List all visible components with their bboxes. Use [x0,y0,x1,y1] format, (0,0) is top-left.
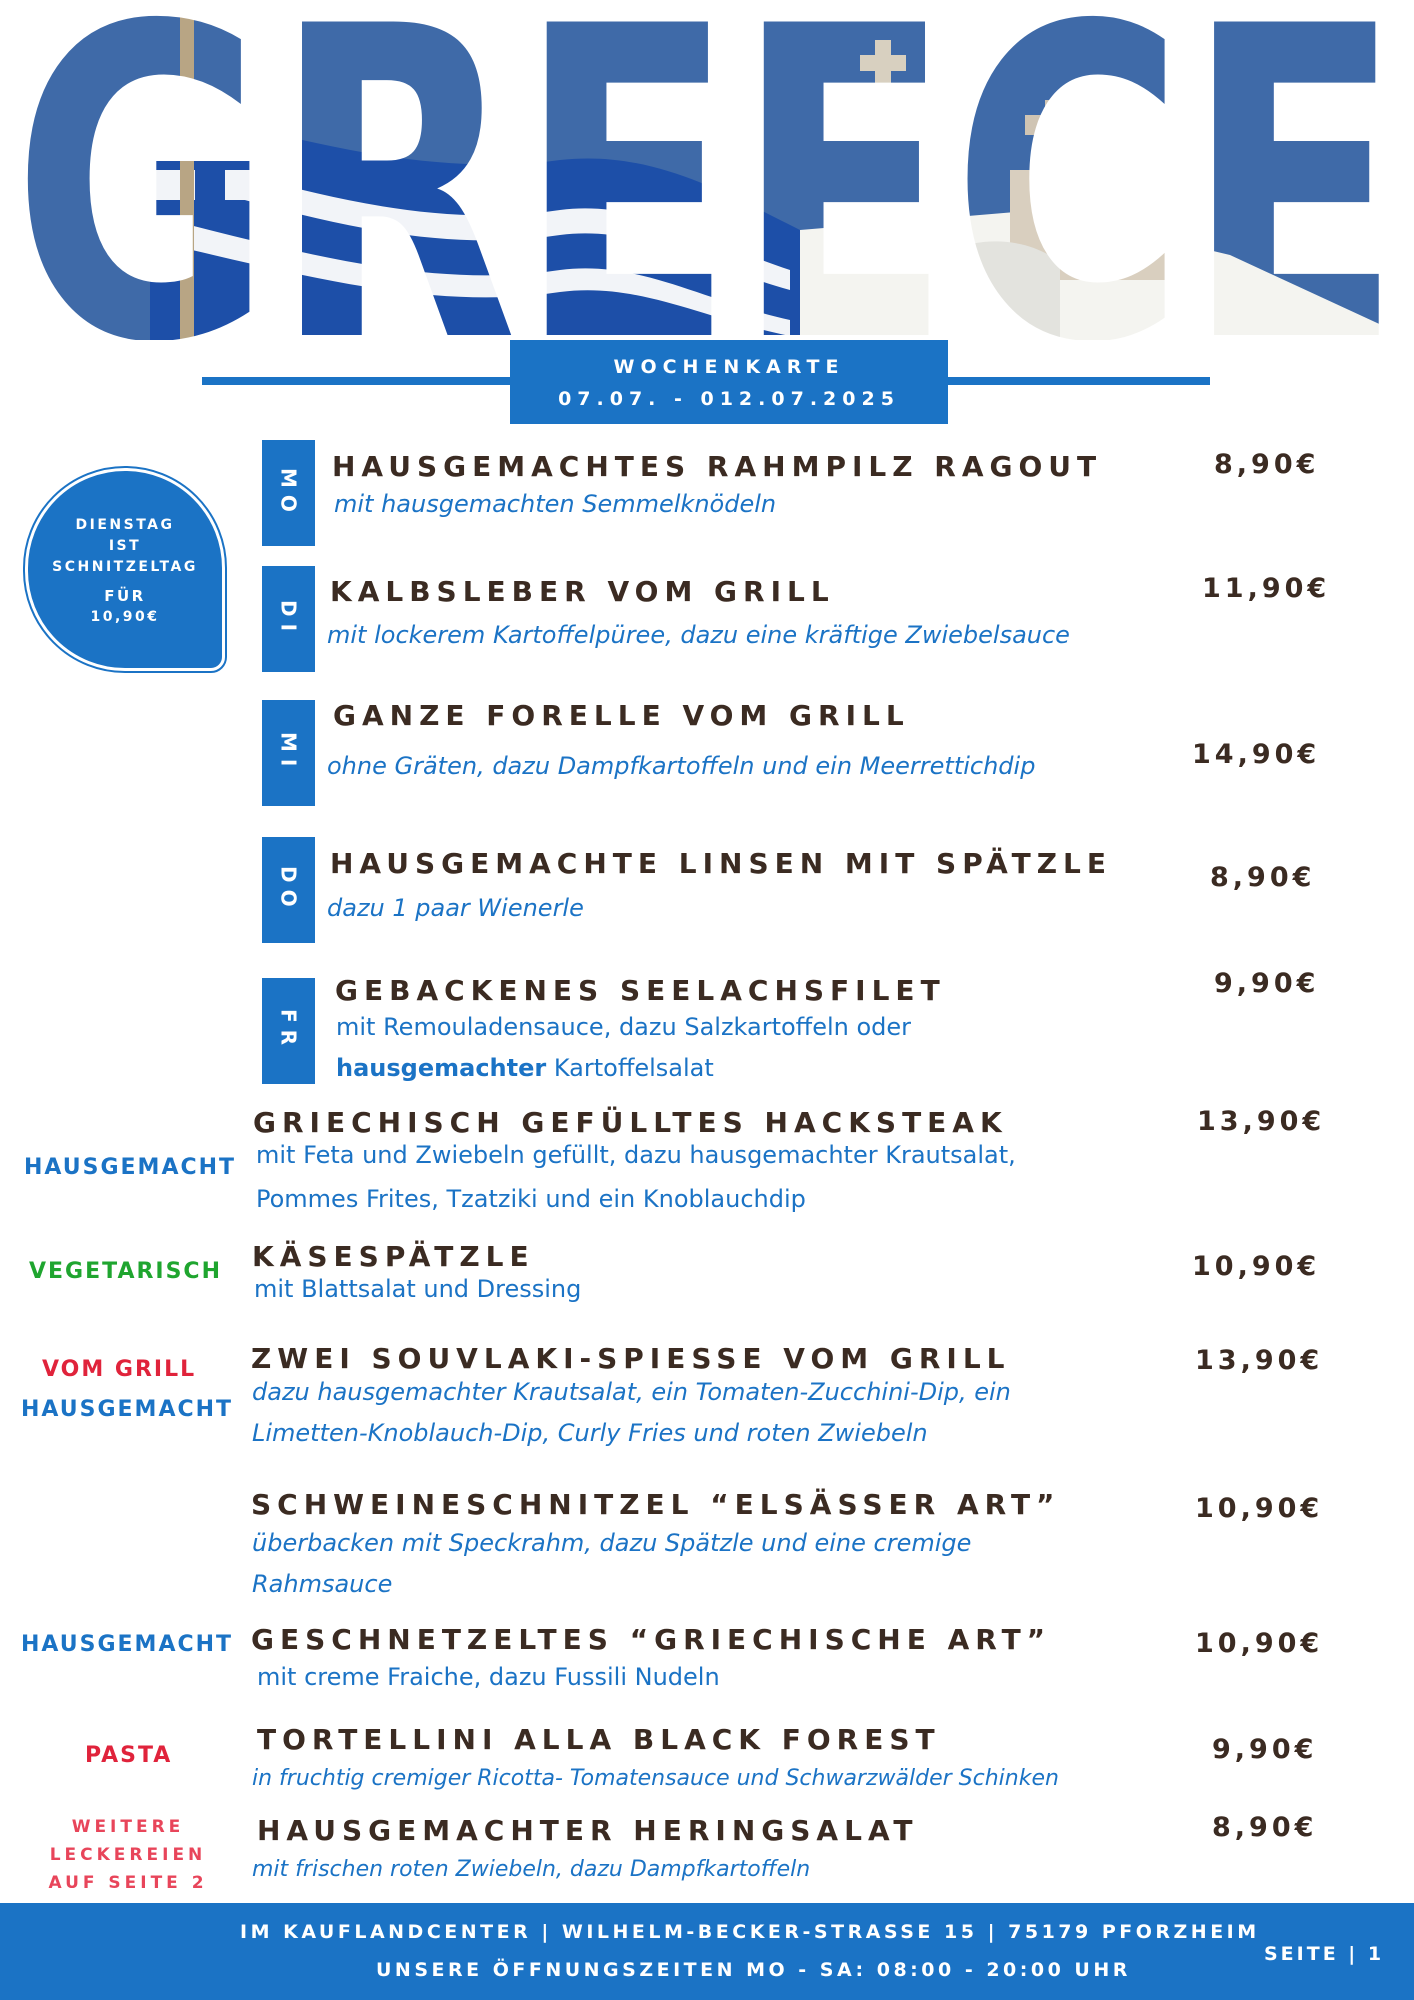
badge-line: SCHNITZELTAG [52,559,198,575]
note-line: WEITERE [71,1817,185,1837]
tab-mo: MO [262,440,315,546]
greece-banner [0,0,1414,340]
dish-desc: mit Feta und Zwiebeln gefüllt, dazu hausgemachter Krautsalat, [256,1141,1016,1169]
dish-price: 13,90€ [1197,1106,1326,1137]
dish-desc: Rahmsauce [252,1570,393,1598]
dish-desc: überbacken mit Speckrahm, dazu Spätzle und eine cremige [252,1529,972,1557]
footer-address: IM KAUFLANDCENTER | WILHELM-BECKER-STRASSE 15 | 75179 PFORZHEIM [240,1921,1260,1943]
more-on-page-2-note [48,1813,208,1897]
dish-price: 8,90€ [1214,449,1320,480]
dish-desc: dazu 1 paar Wienerle [327,894,584,922]
dish-title: GANZE FORELLE VOM GRILL [333,699,910,732]
dish-desc: Limetten-Knoblauch-Dip, Curly Fries und roten Zwiebeln [252,1419,928,1447]
wochenkarte-label: WOCHENKARTE [613,356,845,378]
dish-desc: mit creme Fraiche, dazu Fussili Nudeln [257,1663,720,1691]
note-line: LECKEREIEN [49,1845,207,1865]
dish-price: 11,90€ [1202,573,1331,604]
wochenkarte-box [510,340,948,424]
footer-bar [0,1903,1414,2000]
dish-title: GRIECHISCH GEFÜLLTES HACKSTEAK [253,1106,1008,1139]
tag-hausgemacht: HAUSGEMACHT [24,1155,237,1180]
dish-desc: mit frischen roten Zwiebeln, dazu Dampfkartoffeln [252,1857,811,1882]
dish-title: KÄSESPÄTZLE [252,1240,535,1273]
dish-price: 14,90€ [1192,739,1321,770]
dish-title: GESCHNETZELTES “GRIECHISCHE ART” [251,1623,1052,1656]
dish-desc: mit hausgemachten Semmelknödeln [334,490,777,518]
tag-vom-grill: VOM GRILL [42,1357,197,1382]
dish-title: HAUSGEMACHTES RAHMPILZ RAGOUT [332,450,1103,483]
tag-vegetarisch: VEGETARISCH [29,1259,222,1284]
dish-desc: mit lockerem Kartoffelpüree, dazu eine kräftige Zwiebelsauce [327,621,1070,649]
dish-title: HAUSGEMACHTER HERINGSALAT [257,1814,919,1847]
dish-title: KALBSLEBER VOM GRILL [330,575,835,608]
tab-do: DO [262,837,315,943]
tag-hausgemacht: HAUSGEMACHT [21,1397,234,1422]
dish-price: 10,90€ [1195,1628,1324,1659]
dish-desc: ohne Gräten, dazu Dampfkartoffeln und ein Meerrettichdip [327,752,1036,780]
dish-desc-bold: hausgemachter [336,1054,547,1082]
badge-line: FÜR [104,587,146,605]
dish-price: 9,90€ [1212,1734,1318,1765]
badge-line: IST [108,538,142,554]
dish-price: 10,90€ [1195,1493,1324,1524]
schnitzeltag-badge [25,468,225,671]
dish-desc-tail: Kartoffelsalat [546,1054,714,1082]
footer-hours: UNSERE ÖFFNUNGSZEITEN MO - SA: 08:00 - 20:00 UHR [376,1959,1131,1981]
dish-desc: Pommes Frites, Tzatziki und ein Knoblauchdip [256,1185,806,1213]
dish-title: HAUSGEMACHTE LINSEN MIT SPÄTZLE [330,847,1113,880]
note-line: AUF SEITE 2 [48,1873,208,1893]
dish-price: 13,90€ [1195,1345,1324,1376]
dish-title: SCHWEINESCHNITZEL “ELSÄSSER ART” [251,1488,1061,1521]
dish-desc: in fruchtig cremiger Ricotta- Tomatensauce und Schwarzwälder Schinken [252,1766,1059,1791]
badge-price: 10,90€ [90,609,160,625]
dish-title: ZWEI SOUVLAKI-SPIESSE VOM GRILL [251,1342,1011,1375]
tab-fr: FR [262,978,315,1084]
badge-line: DIENSTAG [75,517,175,533]
dish-desc: mit Remouladensauce, dazu Salzkartoffeln oder [336,1013,912,1041]
dish-price: 8,90€ [1210,862,1316,893]
dish-desc-line2 [336,1048,714,1089]
dish-price: 8,90€ [1212,1812,1318,1843]
tag-pasta: PASTA [85,1743,173,1768]
date-range: 07.07. - 012.07.2025 [558,388,900,410]
dish-desc: dazu hausgemachter Krautsalat, ein Tomaten-Zucchini-Dip, ein [252,1378,1011,1406]
dish-price: 9,90€ [1214,968,1320,999]
dish-title: GEBACKENES SEELACHSFILET [335,974,946,1007]
tag-hausgemacht: HAUSGEMACHT [21,1632,234,1657]
dish-price: 10,90€ [1192,1251,1321,1282]
dish-desc: mit Blattsalat und Dressing [254,1275,582,1303]
dish-title: TORTELLINI ALLA BLACK FOREST [257,1723,941,1756]
tab-di: DI [262,566,315,672]
page-number: SEITE | 1 [1264,1943,1385,1965]
tab-mi: MI [262,700,315,806]
